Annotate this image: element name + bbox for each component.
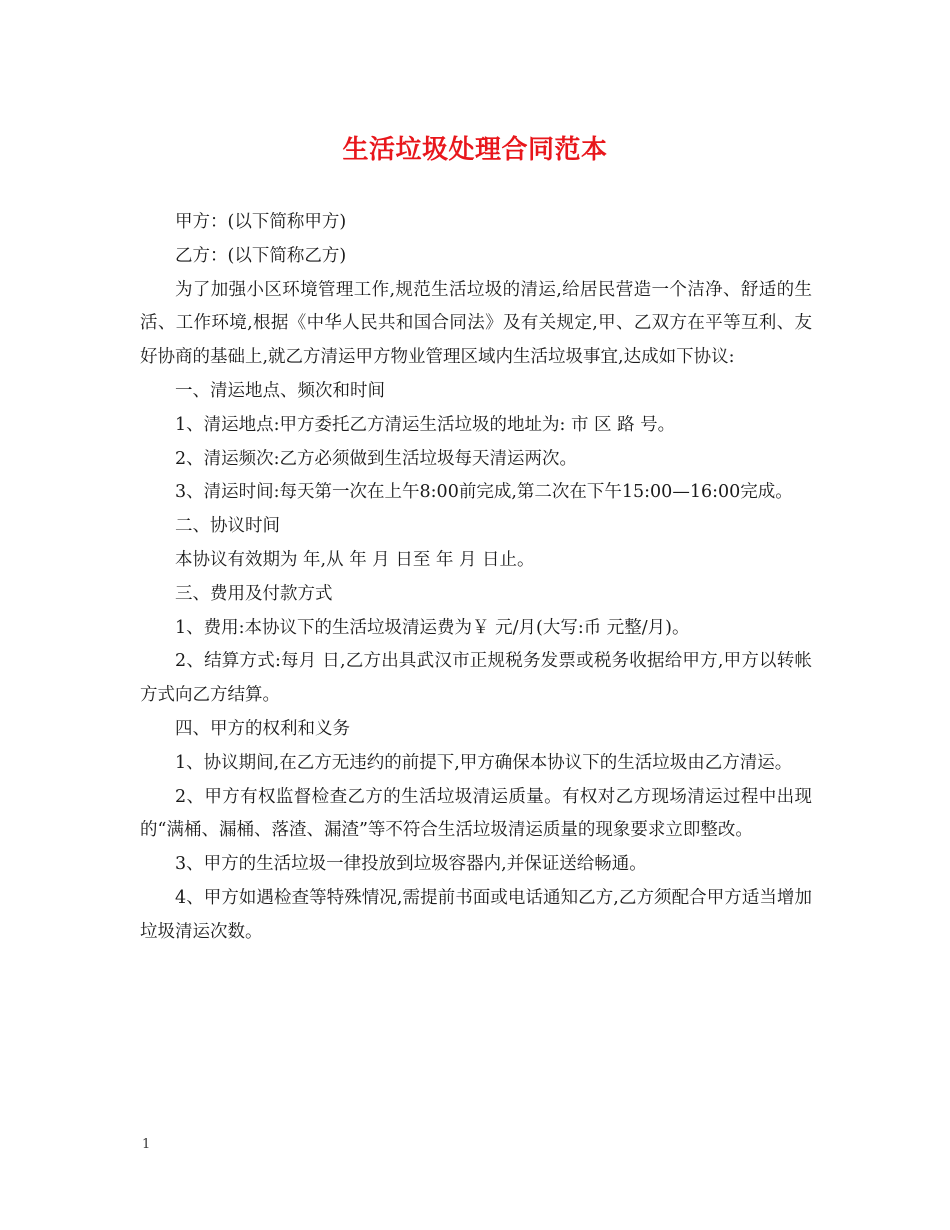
paragraph-clause: 2、结算方式:每月 日,乙方出具武汉市正规税务发票或税务收据给甲方,甲方以转帐方式向乙方结算。	[140, 651, 812, 706]
paragraph-clause: 4、甲方如遇检查等特殊情况,需提前书面或电话通知乙方,乙方须配合甲方适当增加垃圾清运次数。	[140, 887, 812, 942]
section-heading-1: 一、清运地点、频次和时间	[175, 380, 385, 401]
paragraph-clause: 2、甲方有权监督检查乙方的生活垃圾清运质量。有权对乙方现场清运过程中出现的“满桶、漏桶、落渣、漏渣”等不符合生活垃圾清运质量的现象要求立即整改。	[140, 786, 812, 841]
page-number: 1	[142, 1137, 151, 1152]
paragraph-party-b: 乙方：(以下简称乙方)	[175, 245, 347, 266]
section-heading-4: 四、甲方的权利和义务	[175, 718, 350, 739]
paragraph-clause: 3、甲方的生活垃圾一律投放到垃圾容器内,并保证送给畅通。	[175, 854, 647, 875]
section-heading-2: 二、协议时间	[175, 516, 280, 537]
document-body	[140, 206, 812, 950]
section-heading-3: 三、费用及付款方式	[175, 583, 333, 604]
paragraph-clause: 3、清运时间:每天第一次在上午8:00前完成,第二次在下午15:00—16:00完成。	[175, 482, 793, 503]
paragraph-preamble: 为了加强小区环境管理工作,规范生活垃圾的清运,给居民营造一个洁净、舒适的生活、工作环境,根据《中华人民共和国合同法》及有关规定,甲、乙双方在平等互利、友好协商的基础上,就乙方清运甲方物业管理区域内生活垃圾事宜,达成如下协议:	[140, 279, 812, 368]
paragraph-clause: 2、清运频次:乙方必须做到生活垃圾每天清运两次。	[175, 448, 578, 469]
paragraph-clause: 1、清运地点:甲方委托乙方清运生活垃圾的地址为: 市 区 路 号。	[175, 414, 676, 435]
paragraph-clause: 1、协议期间,在乙方无违约的前提下,甲方确保本协议下的生活垃圾由乙方清运。	[175, 752, 793, 773]
paragraph-clause: 本协议有效期为 年,从 年 月 日至 年 月 日止。	[175, 549, 535, 570]
document-title: 生活垃圾处理合同范本	[342, 135, 608, 165]
paragraph-party-a: 甲方：(以下简称甲方)	[175, 212, 347, 232]
paragraph-clause: 1、费用:本协议下的生活垃圾清运费为￥ 元/月(大写:币 元整/月)。	[175, 617, 690, 638]
